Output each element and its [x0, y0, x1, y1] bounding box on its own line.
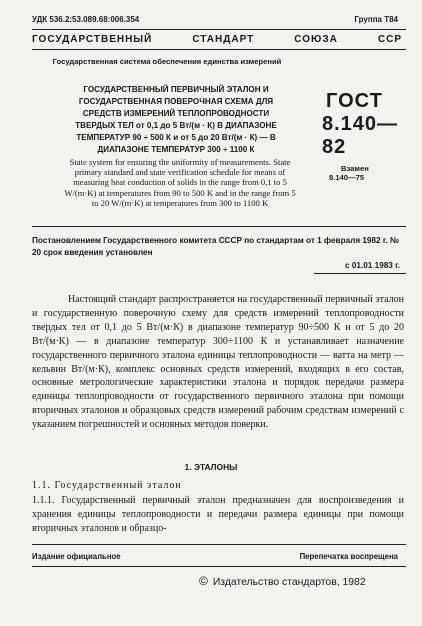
subsection-heading: 1.1. Государственный эталон: [32, 480, 182, 491]
decree-top-rule: [32, 226, 406, 227]
system-title: Государственная система обеспечения единства измерений: [52, 57, 282, 66]
clause-text: 1.1.1. Государственный первичный эталон предназначен для воспроизведения и хранения единицы теплопроводности и передачи размера единицы при помощи вторичных эталонов и образцо-: [32, 495, 404, 534]
date-underline: [314, 273, 406, 274]
replaces-label: Взамен: [341, 164, 369, 173]
reprint-prohibited-note: Перепечатка воспрещена: [299, 552, 398, 561]
replaces-value: 8.140—75: [329, 173, 365, 182]
main-title: ГОСУДАРСТВЕННЫЙ ПЕРВИЧНЫЙ ЭТАЛОН И ГОСУДАРСТВЕННАЯ ПОВЕРОЧНАЯ СХЕМА ДЛЯ СРЕДСТВ ИЗМЕРЕНИЙ ТЕПЛОПРОВОДНОСТИ ТВЕРДЫХ ТЕЛ от 0,1 до 5 Вт/(м · К) В ДИАПАЗОНЕ ТЕМПЕРАТУР 90 ÷ 500 К и от 5 до 20 Вт/(м · К) — В ДИАПАЗОНЕ ТЕМПЕРАТУР 300 ÷ 1100 К: [75, 85, 277, 154]
footer-bottom-rule: [32, 566, 406, 567]
official-edition-note: Издание официальное: [32, 552, 121, 561]
header-bottom-rule: [32, 49, 406, 50]
section-heading: 1. ЭТАЛОНЫ: [184, 462, 238, 472]
top-rule: [32, 29, 406, 30]
english-title: State system for ensuring the uniformity of measurements. State primary standard and state verification schedule for means of measuring heat conduction of solids in the range from 0,1 to 5 W/(m·K) at temperatures from 90 to 500 K and in the range from 5 to 20 W/(m·K) at temperatures from 300 to 1100 K: [64, 157, 296, 208]
gost-label: ГОСТ: [326, 90, 383, 112]
copyright-line: [199, 574, 366, 588]
effective-date: с 01.01 1983 г.: [345, 261, 400, 270]
group-code: Группа Т84: [354, 15, 398, 24]
decree-text: Постановлением Государственного комитета СССР по стандартам от 1 февраля 1982 г. № 20 срок введения установлен: [32, 236, 400, 257]
udk-code: УДК 536.2:53.089.68:006.354: [32, 15, 140, 24]
standard-title: ГОСУДАРСТВЕННЫЙ СТАНДАРТ СОЮЗА ССР: [32, 34, 402, 45]
footer-rule: [32, 544, 406, 545]
gost-number: 8.140—82: [322, 113, 399, 158]
copyright-icon: ©: [199, 574, 208, 588]
copyright-text: Издательство стандартов, 1982: [212, 577, 366, 588]
intro-paragraph: Настоящий стандарт распространяется на государственный первичный эталон и государственную поверочную схему для средств измерений теплопроводности твердых тел от 0,1 до 5 Вт/(м·К) в диапазоне температур 90÷500 К и от 5 до 20 Вт/(м·К) — в диапазоне температур 300÷1100 К и устанавливает назначение государственного первичного эталона единицы теплопроводности — ватта на метр — кельвин Вт/(м·К), комплекс основных средств измерений, входящих в его состав, основные метрологические характеристики эталона и порядок передачи размера единицы теплопроводности от государственного первичного эталона при помощи вторичных эталонов и образцовых средств измерений рабочим средствам измерений с указанием погрешностей и основных методов поверки.: [32, 294, 404, 431]
